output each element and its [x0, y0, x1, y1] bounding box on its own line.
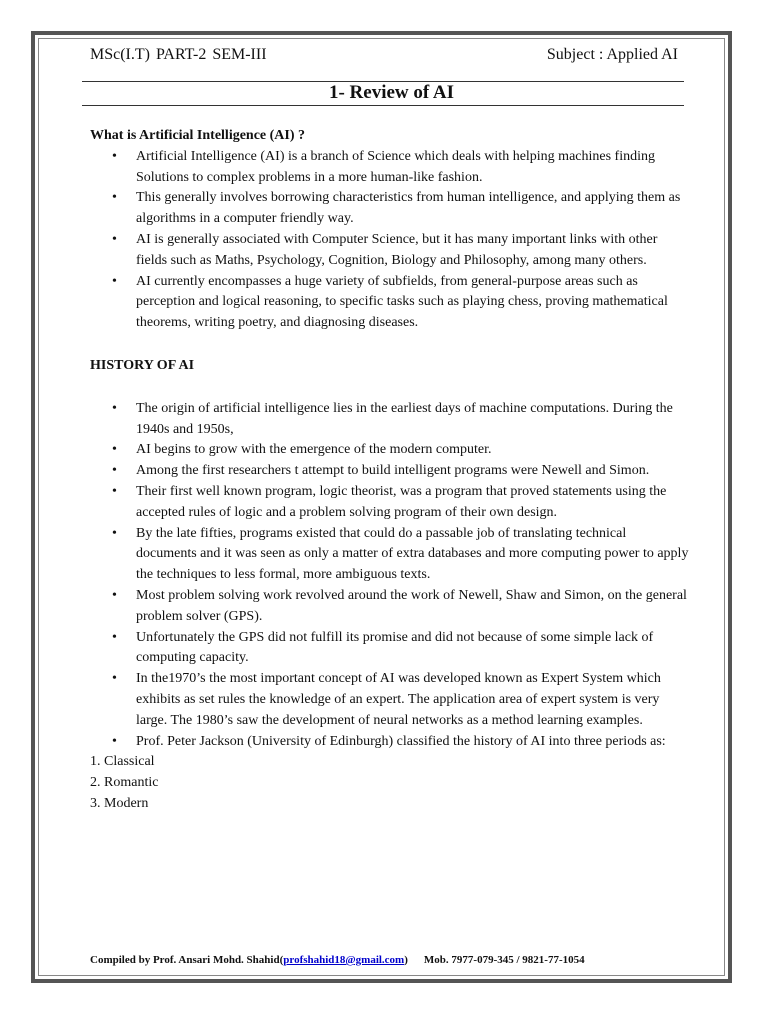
list-item: • Their first well known program, logic theorist, was a program that proved statements using the accepted rules of logic and a problem solving program of their own design.	[90, 482, 690, 524]
document-body	[90, 126, 690, 815]
header-rule-bottom	[82, 105, 684, 106]
period-item: 3. Modern	[90, 795, 149, 811]
period-item: 1. Classical	[90, 754, 155, 770]
list-item: • This generally involves borrowing characteristics from human intelligence, and applying them as algorithms in a computer friendly way.	[90, 188, 690, 230]
list-item: • AI currently encompasses a huge variety of subfields, from general-purpose areas such as perception and logical reasoning, to specific tasks such as playing chess, proving mathematical theorems, writing poetry, and diagnosing diseases.	[90, 272, 690, 334]
list-item: • AI begins to grow with the emergence of the modern computer.	[90, 440, 690, 461]
page-header	[90, 46, 678, 70]
section-heading-history: HISTORY OF AI	[90, 357, 195, 373]
list-item: • The origin of artificial intelligence lies in the earliest days of machine computations. During the 1940s and 1950s,	[90, 399, 690, 441]
section-heading-what-is-ai: What is Artificial Intelligence (AI) ?	[90, 128, 306, 143]
page-footer	[90, 954, 585, 966]
footer-paren: )	[404, 954, 408, 966]
list-item: • In the1970’s the most important concept of AI was developed known as Expert System which exhibits as set rules the knowledge of an expert. The application area of expert system is very large. The 1980’s saw the development of neural networks as a method learning examples.	[90, 669, 690, 731]
list-item: • Artificial Intelligence (AI) is a branch of Science which deals with helping machines finding Solutions to complex problems in a more human-like fashion.	[90, 147, 690, 189]
subject-label: Subject : Applied AI	[546, 46, 678, 63]
list-item: • Prof. Peter Jackson (University of Edinburgh) classified the history of AI into three periods as:	[90, 732, 690, 753]
mobile-numbers: Mob. 7977-079-345 / 9821-77-1054	[423, 954, 585, 966]
email-link[interactable]: profshahid18@gmail.com	[283, 954, 405, 966]
list-item: • AI is generally associated with Computer Science, but it has many important links with other fields such as Maths, Psychology, Cognition, Biology and Philosophy, among many others.	[90, 230, 690, 272]
course-label: MSc(I.T) PART-2 SEM-III	[90, 46, 267, 63]
list-item: • Unfortunately the GPS did not fulfill its promise and did not because of some simple lack of computing capacity.	[90, 628, 690, 670]
list-item: • Most problem solving work revolved around the work of Newell, Shaw and Simon, on the general problem solver (GPS).	[90, 586, 690, 628]
list-item: • Among the first researchers t attempt to build intelligent programs were Newell and Simon.	[90, 461, 690, 482]
ai-periods-list	[90, 752, 690, 814]
page-title: 1- Review of AI	[328, 82, 455, 103]
period-item: 2. Romantic	[90, 775, 159, 791]
list-item: • By the late fifties, programs existed that could do a passable job of translating technical documents and it was seen as only a matter of extra databases and more computing power to apply the techniques to less formal, more ambiguous texts.	[90, 524, 690, 586]
history-list	[90, 399, 690, 753]
compiled-by-text: Compiled by Prof. Ansari Mohd. Shahid(	[90, 954, 284, 966]
what-is-ai-list	[90, 147, 690, 334]
